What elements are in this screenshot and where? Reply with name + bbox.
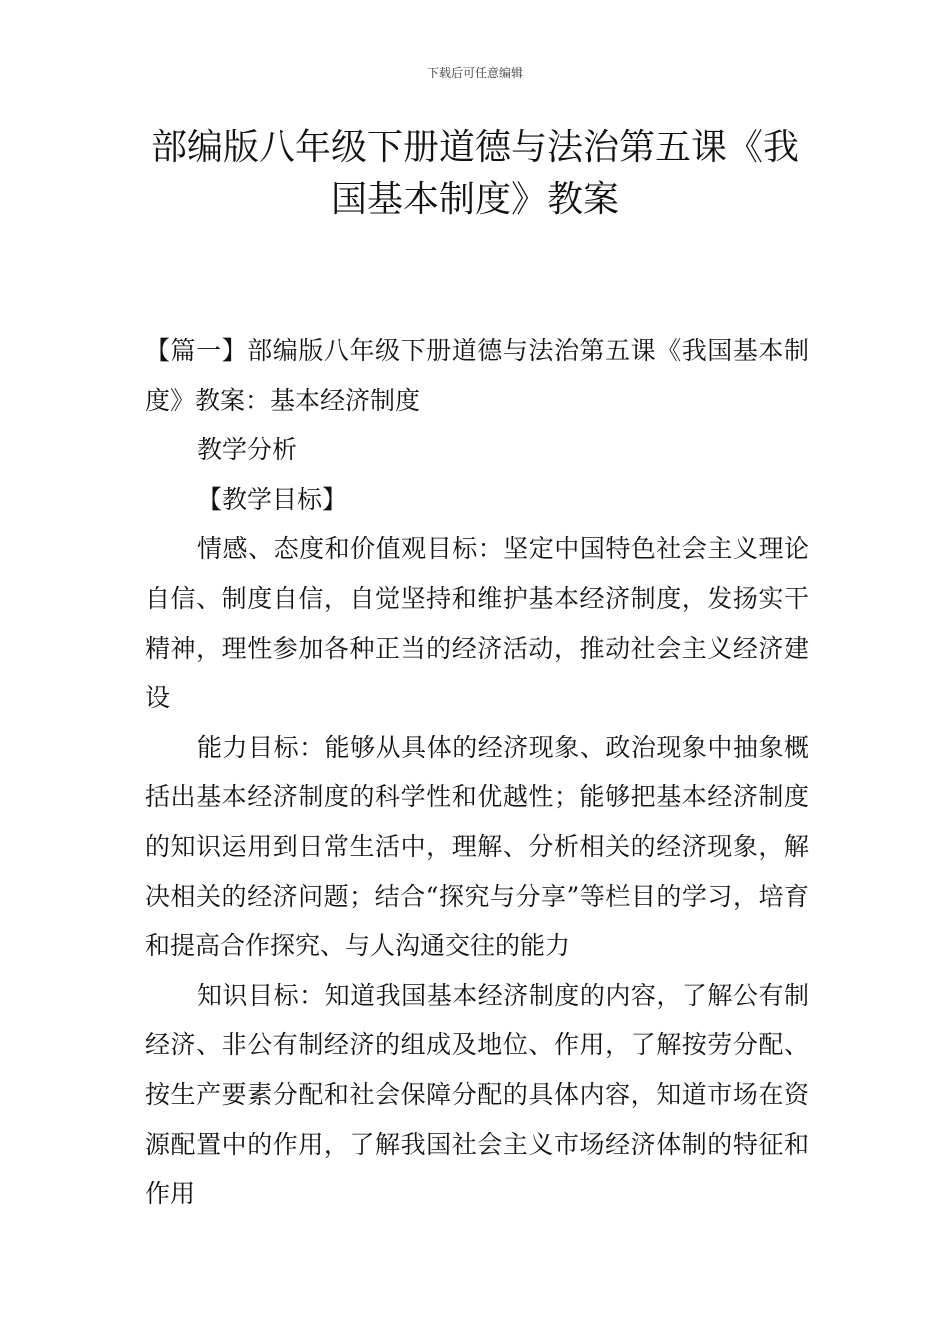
paragraph-emotion-objective: 情感、态度和价值观目标：坚定中国特色社会主义理论自信、制度自信，自觉坚持和维护基本经济制度，发扬实干精神，理性参加各种正当的经济活动，推动社会主义经济建设: [145, 534, 809, 713]
subheading-objectives: 【教学目标】: [197, 484, 348, 514]
section-heading: 【篇一】部编版八年级下册道德与法治第五课《我国基本制度》教案：基本经济制度: [145, 336, 809, 415]
document-body: [145, 326, 809, 1219]
document-title: 部编版八年级下册道德与法治第五课《我国基本制度》教案: [150, 127, 799, 220]
header-note: 下载后可任意编辑: [426, 66, 523, 80]
subheading-analysis: 教学分析: [197, 435, 298, 465]
paragraph-knowledge-objective: 知识目标：知道我国基本经济制度的内容，了解公有制经济、非公有制经济的组成及地位、作用，了解按劳分配、按生产要素分配和社会保障分配的具体内容，知道市场在资源配置中的作用，了解我国社会主义市场经济体制的特征和作用: [145, 980, 809, 1209]
paragraph-ability-objective: 能力目标：能够从具体的经济现象、政治现象中抽象概括出基本经济制度的科学性和优越性；能够把基本经济制度的知识运用到日常生活中，理解、分析相关的经济现象，解决相关的经济问题；结合“探究与分享”等栏目的学习，培育和提高合作探究、与人沟通交往的能力: [145, 732, 809, 961]
